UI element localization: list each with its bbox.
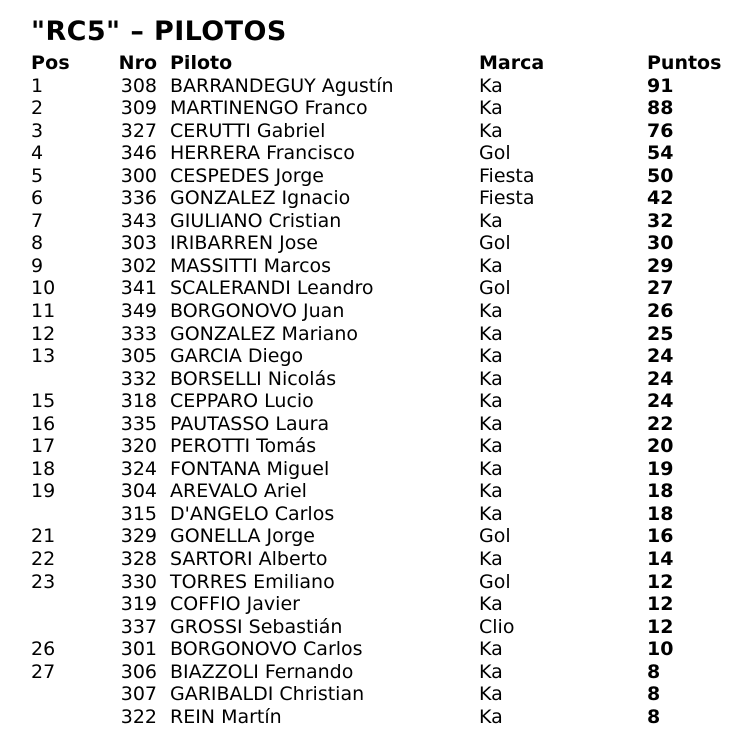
cell-puntos: 54: [647, 142, 674, 165]
cell-nro: 315: [120, 502, 157, 525]
cell-piloto: GROSSI Sebastián: [170, 615, 343, 638]
table-row: [0, 661, 750, 684]
table-row: [0, 390, 750, 413]
cell-nro: 343: [120, 209, 157, 232]
cell-puntos: 18: [647, 502, 674, 525]
cell-marca: Ka: [479, 119, 503, 142]
cell-nro: 328: [120, 548, 157, 571]
cell-piloto: MASSITTI Marcos: [170, 254, 332, 277]
table-row: [0, 187, 750, 210]
column-header-nro: Nro: [118, 52, 157, 74]
cell-pos: 27: [31, 660, 56, 683]
cell-nro: 335: [120, 412, 157, 435]
cell-pos: 8: [31, 232, 44, 255]
cell-pos: 3: [31, 119, 44, 142]
cell-piloto: AREVALO Ariel: [170, 480, 307, 503]
table-row: [0, 593, 750, 616]
table-row: [0, 435, 750, 458]
cell-piloto: FONTANA Miguel: [170, 457, 330, 480]
cell-puntos: 24: [647, 390, 674, 413]
cell-puntos: 12: [647, 593, 674, 616]
cell-piloto: MARTINENGO Franco: [170, 97, 368, 120]
cell-piloto: BIAZZOLI Fernando: [170, 660, 354, 683]
cell-pos: 12: [31, 322, 56, 345]
cell-marca: Gol: [479, 277, 511, 300]
cell-puntos: 26: [647, 300, 674, 323]
cell-marca: Gol: [479, 142, 511, 165]
cell-nro: 346: [120, 142, 157, 165]
table-row: [0, 165, 750, 188]
cell-marca: Fiesta: [479, 164, 535, 187]
cell-marca: Ka: [479, 367, 503, 390]
column-header-marca: Marca: [479, 52, 545, 74]
cell-marca: Ka: [479, 705, 503, 728]
cell-nro: 304: [120, 480, 157, 503]
cell-puntos: 19: [647, 457, 674, 480]
cell-piloto: GARCIA Diego: [170, 345, 304, 368]
cell-marca: Ka: [479, 683, 503, 706]
cell-pos: 5: [31, 164, 44, 187]
cell-marca: Ka: [479, 97, 503, 120]
cell-pos: 17: [31, 435, 56, 458]
cell-puntos: 50: [647, 164, 674, 187]
table-row: [0, 616, 750, 639]
cell-marca: Fiesta: [479, 187, 535, 210]
table-row: [0, 368, 750, 391]
cell-piloto: GARIBALDI Christian: [170, 683, 365, 706]
table-row: [0, 323, 750, 346]
cell-nro: 327: [120, 119, 157, 142]
cell-puntos: 12: [647, 615, 674, 638]
cell-pos: 10: [31, 277, 56, 300]
cell-piloto: CEPPARO Lucio: [170, 390, 314, 413]
cell-puntos: 91: [647, 74, 674, 97]
cell-pos: 6: [31, 187, 44, 210]
cell-piloto: HERRERA Francisco: [170, 142, 355, 165]
table-row: [0, 548, 750, 571]
cell-piloto: GIULIANO Cristian: [170, 209, 342, 232]
cell-marca: Ka: [479, 548, 503, 571]
page-title: "RC5" – PILOTOS: [31, 16, 287, 47]
cell-piloto: PEROTTI Tomás: [170, 435, 317, 458]
cell-marca: Ka: [479, 593, 503, 616]
cell-pos: 13: [31, 345, 56, 368]
cell-marca: Gol: [479, 232, 511, 255]
table-row: [0, 232, 750, 255]
cell-nro: 309: [120, 97, 157, 120]
cell-marca: Clio: [479, 615, 515, 638]
table-header-row: [0, 52, 750, 75]
cell-puntos: 16: [647, 525, 674, 548]
cell-pos: 7: [31, 209, 44, 232]
cell-puntos: 88: [647, 97, 674, 120]
cell-piloto: BARRANDEGUY Agustín: [170, 74, 394, 97]
cell-nro: 302: [120, 254, 157, 277]
cell-nro: 329: [120, 525, 157, 548]
cell-nro: 305: [120, 345, 157, 368]
cell-puntos: 20: [647, 435, 674, 458]
table-row: [0, 706, 750, 729]
cell-puntos: 8: [647, 683, 661, 706]
cell-marca: Ka: [479, 322, 503, 345]
cell-nro: 300: [120, 164, 157, 187]
cell-puntos: 10: [647, 638, 674, 661]
cell-marca: Ka: [479, 457, 503, 480]
cell-nro: 341: [120, 277, 157, 300]
cell-marca: Ka: [479, 660, 503, 683]
cell-marca: Ka: [479, 435, 503, 458]
cell-puntos: 8: [647, 660, 661, 683]
cell-pos: 4: [31, 142, 44, 165]
cell-piloto: CESPEDES Jorge: [170, 164, 324, 187]
cell-marca: Ka: [479, 74, 503, 97]
cell-puntos: 24: [647, 367, 674, 390]
cell-piloto: TORRES Emiliano: [170, 570, 335, 593]
cell-puntos: 8: [647, 705, 661, 728]
cell-marca: Ka: [479, 480, 503, 503]
cell-nro: 322: [120, 705, 157, 728]
table-body: [0, 75, 750, 729]
cell-pos: 26: [31, 638, 56, 661]
cell-nro: 307: [120, 683, 157, 706]
cell-puntos: 14: [647, 548, 674, 571]
table-row: [0, 75, 750, 98]
table-row: [0, 97, 750, 120]
cell-pos: 18: [31, 457, 56, 480]
cell-puntos: 22: [647, 412, 674, 435]
cell-pos: 23: [31, 570, 56, 593]
cell-marca: Gol: [479, 525, 511, 548]
cell-nro: 320: [120, 435, 157, 458]
cell-marca: Ka: [479, 254, 503, 277]
cell-puntos: 30: [647, 232, 674, 255]
cell-piloto: COFFIO Javier: [170, 593, 300, 616]
table-row: [0, 571, 750, 594]
cell-nro: 301: [120, 638, 157, 661]
cell-marca: Gol: [479, 570, 511, 593]
table-row: [0, 255, 750, 278]
cell-piloto: CERUTTI Gabriel: [170, 119, 326, 142]
cell-nro: 336: [120, 187, 157, 210]
table-row: [0, 345, 750, 368]
cell-piloto: SCALERANDI Leandro: [170, 277, 374, 300]
cell-puntos: 42: [647, 187, 674, 210]
cell-nro: 332: [120, 367, 157, 390]
table-row: [0, 142, 750, 165]
cell-nro: 319: [120, 593, 157, 616]
cell-puntos: 29: [647, 254, 674, 277]
cell-marca: Ka: [479, 638, 503, 661]
cell-pos: 22: [31, 548, 56, 571]
cell-piloto: BORSELLI Nicolás: [170, 367, 337, 390]
cell-nro: 337: [120, 615, 157, 638]
cell-marca: Ka: [479, 209, 503, 232]
cell-puntos: 12: [647, 570, 674, 593]
cell-nro: 308: [120, 74, 157, 97]
cell-marca: Ka: [479, 300, 503, 323]
cell-nro: 306: [120, 660, 157, 683]
cell-pos: 2: [31, 97, 44, 120]
cell-pos: 21: [31, 525, 56, 548]
cell-pos: 15: [31, 390, 56, 413]
table-row: [0, 503, 750, 526]
cell-piloto: BORGONOVO Juan: [170, 300, 345, 323]
cell-pos: 1: [31, 74, 44, 97]
cell-marca: Ka: [479, 412, 503, 435]
table-row: [0, 277, 750, 300]
table-row: [0, 413, 750, 436]
table-row: [0, 480, 750, 503]
column-header-pos: Pos: [31, 52, 70, 74]
cell-piloto: PAUTASSO Laura: [170, 412, 330, 435]
table-row: [0, 300, 750, 323]
cell-nro: 324: [120, 457, 157, 480]
cell-piloto: IRIBARREN Jose: [170, 232, 318, 255]
cell-nro: 303: [120, 232, 157, 255]
cell-piloto: GONELLA Jorge: [170, 525, 315, 548]
cell-puntos: 32: [647, 209, 674, 232]
table-row: [0, 458, 750, 481]
column-header-puntos: Puntos: [647, 52, 722, 74]
cell-pos: 9: [31, 254, 44, 277]
cell-pos: 11: [31, 300, 56, 323]
cell-piloto: SARTORI Alberto: [170, 548, 328, 571]
table-row: [0, 210, 750, 233]
cell-nro: 333: [120, 322, 157, 345]
cell-piloto: REIN Martín: [170, 705, 282, 728]
cell-nro: 318: [120, 390, 157, 413]
cell-puntos: 25: [647, 322, 674, 345]
cell-marca: Ka: [479, 502, 503, 525]
standings-table: [0, 52, 750, 728]
cell-marca: Ka: [479, 390, 503, 413]
cell-puntos: 24: [647, 345, 674, 368]
cell-nro: 349: [120, 300, 157, 323]
cell-piloto: GONZALEZ Ignacio: [170, 187, 351, 210]
cell-piloto: D'ANGELO Carlos: [170, 502, 335, 525]
cell-marca: Ka: [479, 345, 503, 368]
cell-pos: 19: [31, 480, 56, 503]
cell-piloto: GONZALEZ Mariano: [170, 322, 358, 345]
table-row: [0, 120, 750, 143]
column-header-piloto: Piloto: [170, 52, 233, 74]
cell-pos: 16: [31, 412, 56, 435]
cell-puntos: 76: [647, 119, 674, 142]
cell-puntos: 27: [647, 277, 674, 300]
table-row: [0, 525, 750, 548]
cell-puntos: 18: [647, 480, 674, 503]
cell-piloto: BORGONOVO Carlos: [170, 638, 363, 661]
cell-nro: 330: [120, 570, 157, 593]
table-row: [0, 683, 750, 706]
table-row: [0, 638, 750, 661]
